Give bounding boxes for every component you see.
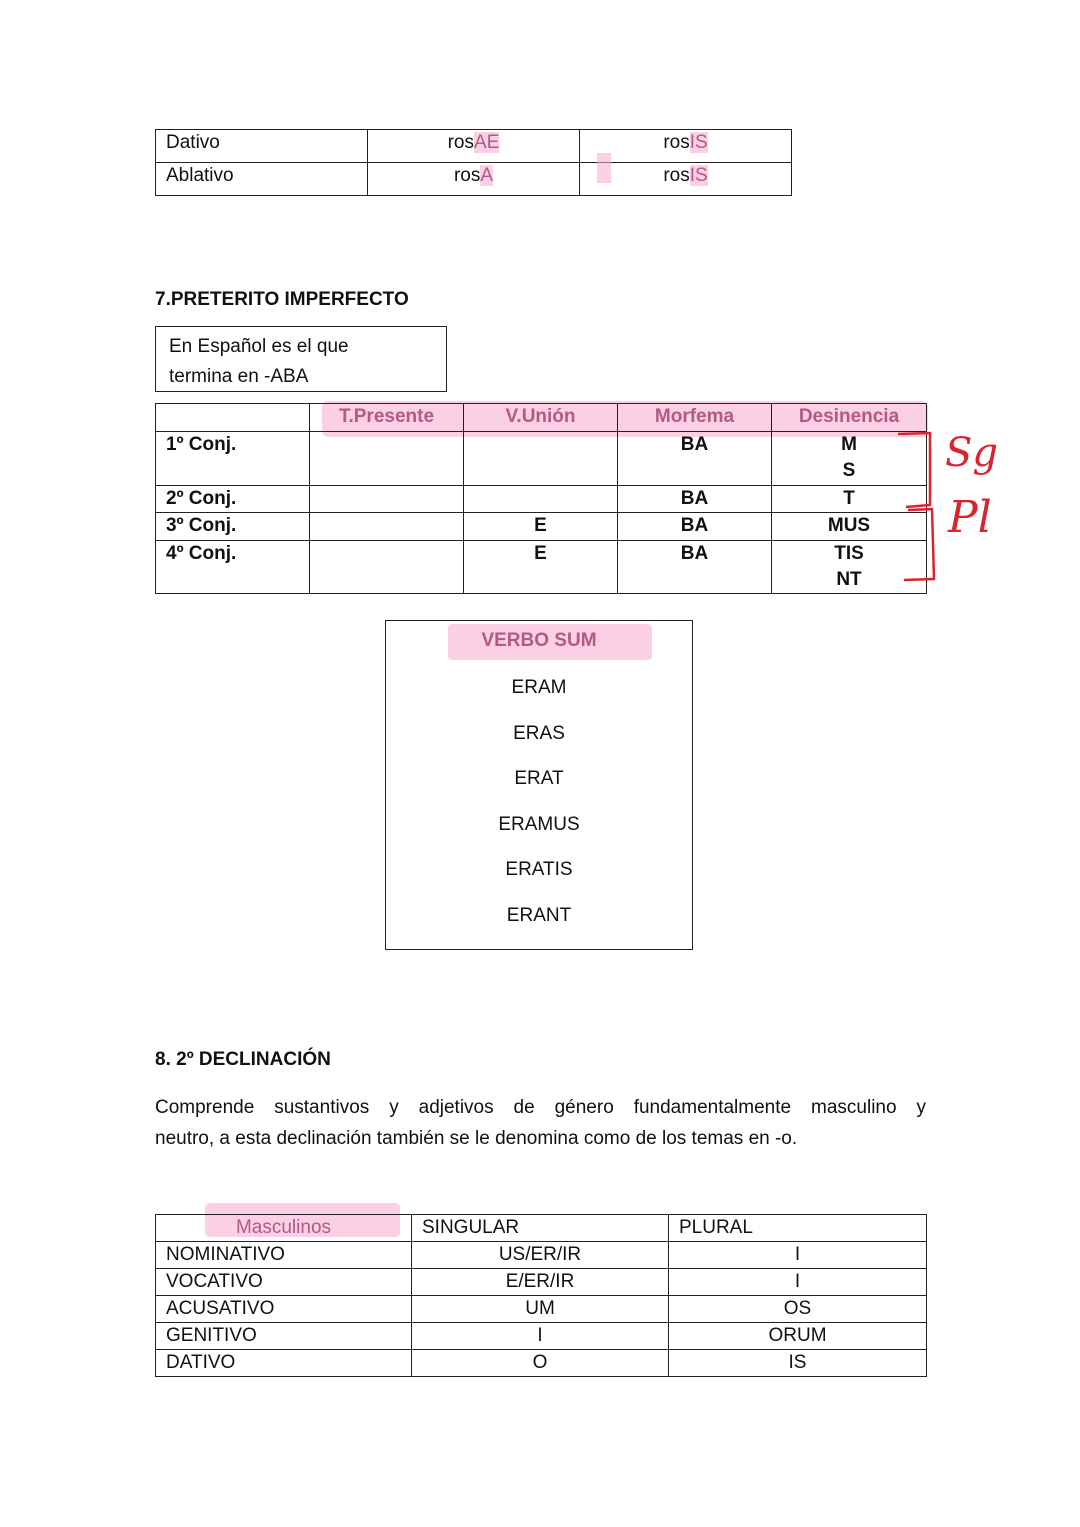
table-cell: UM <box>412 1296 669 1323</box>
table-cell: US/ER/IR <box>412 1242 669 1269</box>
table-cell: I <box>669 1269 927 1296</box>
stem: ros <box>453 165 481 186</box>
table-row: 2º Conj. BA T <box>156 486 927 513</box>
list-item: ERANT <box>506 904 572 926</box>
header-row <box>156 1215 927 1242</box>
header-row <box>156 404 927 432</box>
stem: ros <box>663 132 690 153</box>
table-cell: E/ER/IR <box>412 1269 669 1296</box>
section-7-title: 7.PRETERITO IMPERFECTO <box>155 289 409 310</box>
table-cell: I <box>412 1323 669 1350</box>
second-declension-table <box>155 1214 927 1377</box>
header-cell: Morfema <box>618 404 772 432</box>
table-cell: O <box>412 1350 669 1377</box>
table-row <box>156 1296 927 1323</box>
ending: A <box>480 165 494 186</box>
stem: ros <box>663 165 690 186</box>
verbo-sum-title: VERBO SUM <box>481 630 597 651</box>
header-cell: Desinencia <box>772 404 927 432</box>
bracket-icon <box>898 433 934 580</box>
note-line: En Español es el que <box>169 336 349 357</box>
declension-table-1 <box>155 129 792 196</box>
table-row <box>156 1323 927 1350</box>
stem: ros <box>447 132 475 153</box>
table-row <box>156 163 792 196</box>
table-cell: ACUSATIVO <box>156 1296 412 1323</box>
list-item: ERAS <box>513 722 565 744</box>
ending: AE <box>474 132 500 153</box>
highlight-mark <box>597 153 611 183</box>
table-cell: DATIVO <box>156 1350 412 1377</box>
table-row <box>156 130 792 163</box>
list-item: ERAM <box>511 677 567 698</box>
table-cell: VOCATIVO <box>156 1269 412 1296</box>
table-row <box>156 1242 927 1269</box>
table-cell: IS <box>669 1350 927 1377</box>
plural-annotation: Pl <box>948 492 992 543</box>
ending: IS <box>689 132 708 153</box>
table-cell: OS <box>669 1296 927 1323</box>
section-8-title: 8. 2º DECLINACIÓN <box>155 1049 331 1070</box>
case-cell: Dativo <box>156 130 368 163</box>
section-8-paragraph: Comprende sustantivos y adjetivos de género fundamentalmente masculino y neutro, a esta declinación también se le denomina como de los temas en -o. <box>155 1097 926 1149</box>
ending: IS <box>689 165 708 186</box>
table-cell: ORUM <box>669 1323 927 1350</box>
table-row: 3º Conj. E BA MUS <box>156 513 927 541</box>
table-cell: GENITIVO <box>156 1323 412 1350</box>
table-row <box>156 1350 927 1377</box>
table-row: 1º Conj. BA M S <box>156 432 927 486</box>
note-line: termina en -ABA <box>169 366 309 387</box>
header-cell: SINGULAR <box>412 1215 669 1242</box>
imperfect-table <box>155 403 927 594</box>
table-cell: I <box>669 1242 927 1269</box>
case-cell: Ablativo <box>156 163 368 196</box>
list-item: ERAMUS <box>498 813 580 835</box>
list-item: ERATIS <box>505 859 573 880</box>
header-cell: V.Unión <box>464 404 618 432</box>
header-cell: Masculinos <box>156 1215 412 1242</box>
table-row <box>156 1269 927 1296</box>
list-item: ERAT <box>514 768 564 789</box>
table-cell: NOMINATIVO <box>156 1242 412 1269</box>
note-box <box>155 326 447 392</box>
forms-list <box>386 665 692 938</box>
verbo-sum-box <box>385 620 693 950</box>
singular-annotation: Sg <box>945 430 999 476</box>
header-cell: T.Presente <box>310 404 464 432</box>
table-row: 4º Conj. E BA TIS NT <box>156 541 927 594</box>
header-cell: PLURAL <box>669 1215 927 1242</box>
